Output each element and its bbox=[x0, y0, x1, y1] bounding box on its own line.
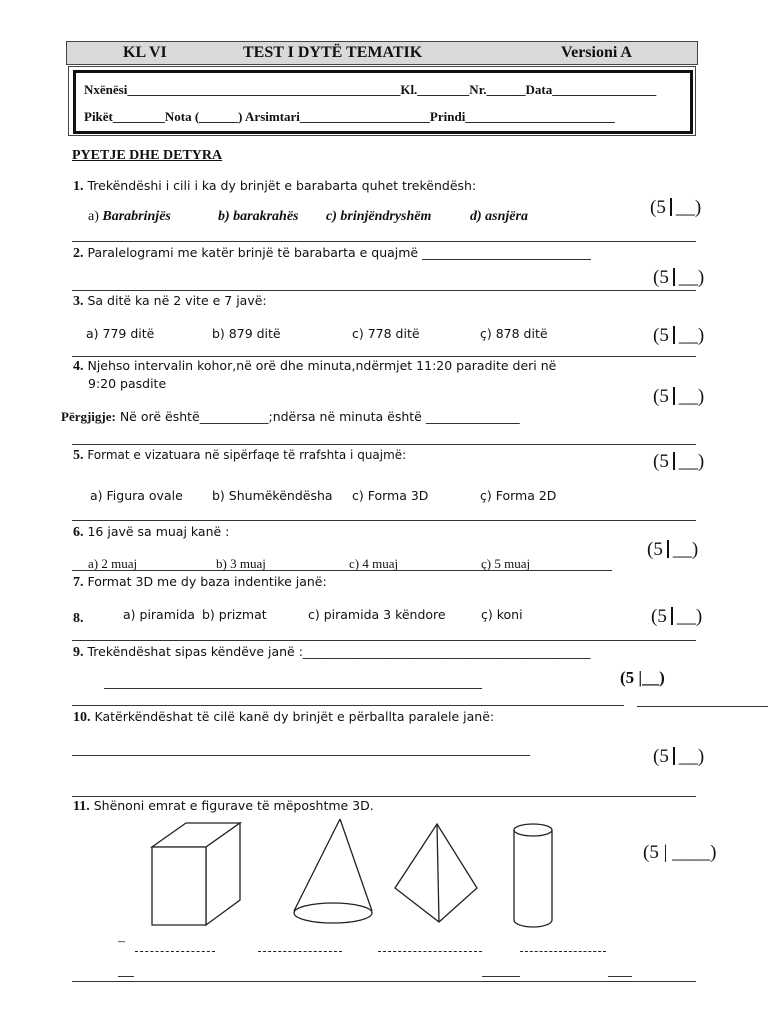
question-7 bbox=[73, 574, 327, 591]
divider bbox=[72, 520, 696, 521]
divider bbox=[72, 705, 624, 706]
cylinder-answer-line[interactable] bbox=[520, 951, 606, 952]
q6-option-c[interactable]: c) 4 muaj bbox=[349, 556, 399, 571]
q1-option-b[interactable]: b) barakrahës bbox=[218, 209, 299, 224]
question-8-number bbox=[73, 607, 84, 627]
question-5-number: 5. bbox=[73, 448, 84, 463]
q8-option-d[interactable]: ç) koni bbox=[481, 607, 523, 622]
q3-option-d[interactable]: ç) 878 ditë bbox=[480, 326, 548, 341]
q11-score: (5 | ____) bbox=[643, 842, 717, 863]
q3-score: (5 __) bbox=[653, 325, 705, 346]
q4-answer-text[interactable]: Në orë është___________;ndërsa në minuta është _______________ bbox=[115, 409, 520, 424]
question-4-number: 4. bbox=[73, 359, 84, 374]
student-info-box bbox=[68, 66, 696, 136]
question-9-text[interactable]: Trekëndëshat sipas këndëve janë :______________________________________________ bbox=[83, 644, 591, 659]
q3-option-a[interactable]: a) 779 ditë bbox=[86, 326, 155, 341]
student-info-row1[interactable]: Nxënësi__________________________________________Kl.________Nr.______Data________________ bbox=[84, 82, 657, 97]
question-2-number: 2. bbox=[73, 246, 84, 261]
q1-option-a[interactable] bbox=[88, 209, 171, 224]
q1-option-a-prefix: a) bbox=[88, 209, 103, 224]
question-11-number: 11. bbox=[73, 799, 90, 814]
q6-option-a[interactable]: a) 2 muaj bbox=[88, 556, 138, 571]
q5-option-d[interactable]: ç) Forma 2D bbox=[480, 488, 557, 503]
shape-answer-tick: – bbox=[118, 934, 125, 949]
section-title: PYETJE DHE DETYRA bbox=[72, 148, 223, 163]
divider bbox=[72, 796, 696, 797]
q4-score: (5 __) bbox=[653, 386, 705, 407]
divider bbox=[72, 241, 696, 242]
q4-answer bbox=[61, 406, 520, 425]
q10-score: (5 __) bbox=[653, 746, 705, 767]
q3-option-c[interactable]: c) 778 ditë bbox=[352, 326, 420, 341]
divider bbox=[72, 290, 696, 291]
q4-answer-label: Përgjigje: bbox=[61, 409, 116, 424]
question-10-number: 10. bbox=[73, 710, 91, 725]
question-6-text: 16 javë sa muaj kanë : bbox=[83, 524, 230, 539]
q8-option-a[interactable]: a) piramida bbox=[123, 607, 195, 622]
pyramid-answer-line[interactable] bbox=[378, 951, 482, 952]
pyramid-icon bbox=[385, 818, 485, 933]
question-8-number-text: 8. bbox=[73, 611, 84, 626]
q8-option-b[interactable]: b) prizmat bbox=[202, 607, 267, 622]
question-9 bbox=[73, 644, 590, 661]
question-1-number: 1. bbox=[73, 179, 84, 194]
question-4 bbox=[73, 358, 556, 375]
question-3-number: 3. bbox=[73, 294, 84, 309]
question-5-text: Format e vizatuara në sipërfaqe të rrafshta i quajmë: bbox=[83, 448, 407, 462]
q3-option-b[interactable]: b) 879 ditë bbox=[212, 326, 281, 341]
test-header bbox=[66, 41, 698, 65]
question-3-text: Sa ditë ka në 2 vite e 7 javë: bbox=[83, 293, 267, 308]
q1-option-c[interactable]: c) brinjëndryshëm bbox=[326, 209, 432, 224]
q1-option-d[interactable]: d) asnjëra bbox=[470, 209, 528, 224]
divider bbox=[72, 444, 696, 445]
question-10 bbox=[73, 709, 494, 726]
question-1-text: Trekëndëshi i cili i ka dy brinjët e barabarta quhet trekëndësh: bbox=[83, 178, 477, 193]
cube-icon bbox=[140, 815, 250, 935]
question-5 bbox=[73, 448, 406, 464]
question-3 bbox=[73, 293, 267, 310]
cylinder-icon bbox=[508, 820, 558, 932]
q5-option-b[interactable]: b) Shumëkëndësha bbox=[212, 488, 333, 503]
question-6-number: 6. bbox=[73, 525, 84, 540]
question-4-text: Njehso intervalin kohor,në orë dhe minuta,ndërmjet 11:20 paradite deri në bbox=[83, 358, 557, 373]
question-2 bbox=[73, 245, 591, 262]
question-7-text: Format 3D me dy baza indentike janë: bbox=[83, 574, 327, 589]
q6-option-d[interactable]: ç) 5 muaj bbox=[481, 556, 531, 571]
divider bbox=[72, 640, 696, 641]
q2-score: (5 __) bbox=[653, 267, 705, 288]
answer-line bbox=[118, 976, 134, 977]
q5-score: (5 __) bbox=[653, 451, 705, 472]
question-10-text: Katërkëndëshat të cilë kanë dy brinjët e përballta paralele janë: bbox=[90, 709, 495, 724]
divider bbox=[637, 706, 768, 707]
question-4-text-cont: 9:20 pasdite bbox=[88, 376, 167, 391]
version-label: Versioni A bbox=[561, 44, 632, 61]
q6-score: (5 __) bbox=[647, 539, 699, 560]
divider bbox=[72, 981, 696, 982]
question-1-options bbox=[88, 209, 528, 225]
divider bbox=[72, 570, 612, 571]
q6-option-b[interactable]: b) 3 muaj bbox=[216, 556, 266, 571]
question-1 bbox=[73, 178, 476, 195]
cone-icon bbox=[282, 815, 382, 935]
question-7-number: 7. bbox=[73, 575, 84, 590]
question-11-text: Shënoni emrat e figurave të mëposhtme 3D. bbox=[89, 798, 374, 813]
divider bbox=[72, 356, 696, 357]
question-11 bbox=[73, 798, 374, 815]
student-info-inner bbox=[73, 70, 693, 134]
answer-line[interactable] bbox=[104, 688, 482, 689]
q8-option-c[interactable]: c) piramida 3 këndore bbox=[308, 607, 446, 622]
q8-score: (5 __) bbox=[651, 606, 703, 627]
question-2-text: Paralelogrami me katër brinjë të barabarta e quajmë ___________________________ bbox=[83, 245, 591, 260]
student-info-row2[interactable]: Pikët________Nota (______) Arsimtari____________________Prindi_______________________ bbox=[84, 109, 615, 124]
question-6 bbox=[73, 524, 229, 541]
q9-score: (5 |__) bbox=[620, 668, 665, 687]
q5-option-a[interactable]: a) Figura ovale bbox=[90, 488, 183, 503]
answer-line bbox=[608, 976, 632, 977]
test-title: TEST I DYTË TEMATIK bbox=[243, 44, 423, 61]
answer-line[interactable] bbox=[72, 755, 530, 756]
cone-answer-line[interactable] bbox=[258, 951, 342, 952]
cube-answer-line[interactable] bbox=[135, 951, 215, 952]
class-label: KL VI bbox=[123, 44, 167, 61]
question-9-number: 9. bbox=[73, 645, 84, 660]
q1-score: (5 __) bbox=[650, 197, 702, 218]
q1-option-a-text: Barabrinjës bbox=[102, 209, 171, 224]
q5-option-c[interactable]: c) Forma 3D bbox=[352, 488, 429, 503]
answer-line bbox=[482, 976, 520, 977]
